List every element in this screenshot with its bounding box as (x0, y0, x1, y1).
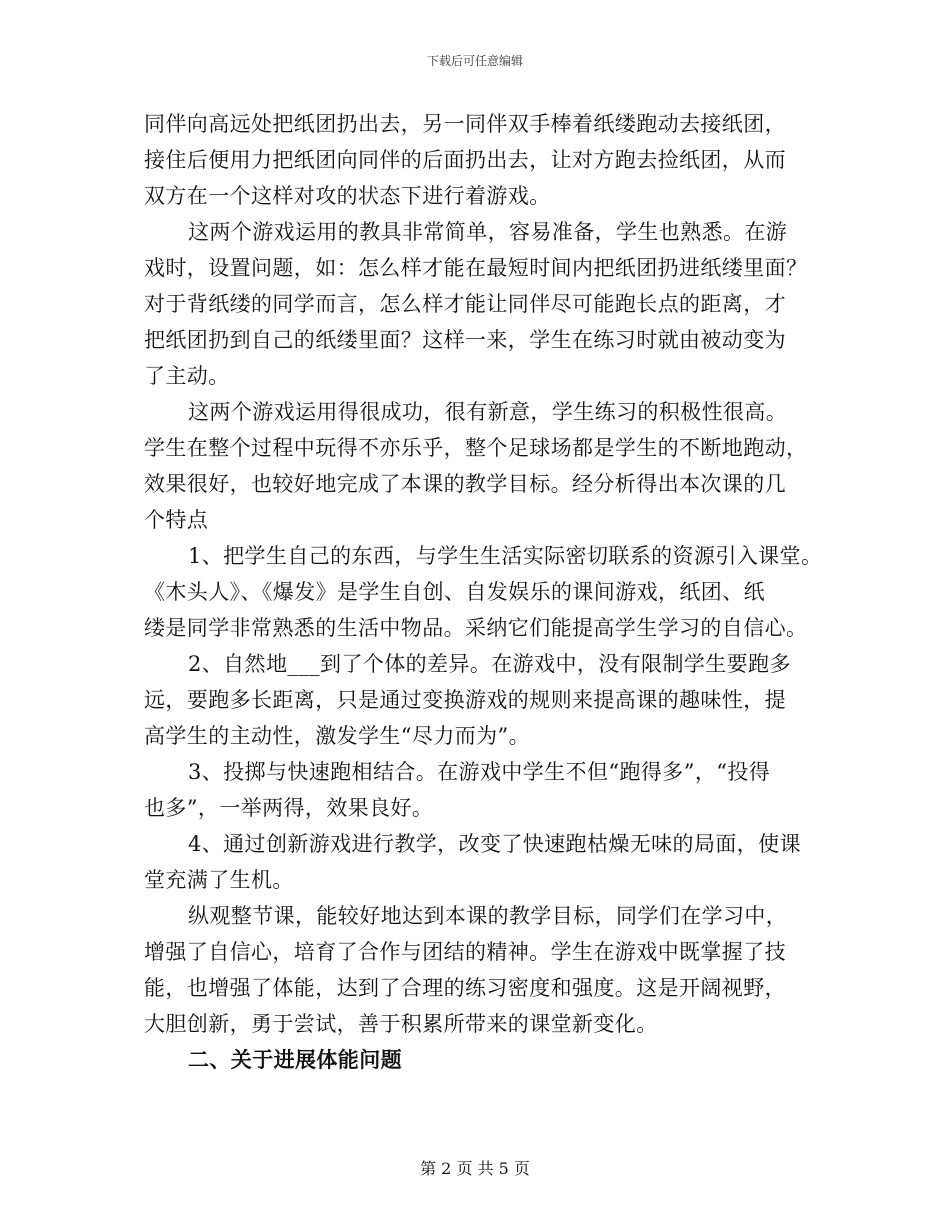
paragraph-line: 《木头人》、《爆发》是学生自创、自发娱乐的课间游戏，纸团、纸 (144, 580, 765, 604)
page-header: 下载后可任意编辑 (426, 54, 523, 68)
paragraph-line: 这两个游戏运用的教具非常简单，容易准备，学生也熟悉。在游 (188, 220, 788, 244)
paragraph-line: 同伴向高远处把纸团扔出去，另一同伴双手棒着纸缕跑动去接纸团， (144, 112, 786, 136)
paragraph-line: 对于背纸缕的同学而言，怎么样才能让同伴尽可能跑长点的距离，才 (144, 292, 786, 316)
paragraph-line: 这两个游戏运用得很成功，很有新意，学生练习的积极性很高。 (188, 400, 788, 424)
paragraph-line: 能，也增强了体能，达到了合理的练习密度和强度。这是开阔视野， (144, 976, 786, 1000)
paragraph-line: 把纸团扔到自己的纸缕里面？这样一来，学生在练习时就由被动变为 (144, 328, 786, 352)
paragraph-line: 高学生的主动性，激发学生“尽力而为”。 (144, 724, 531, 748)
paragraph-line: 也多”，一举两得，效果良好。 (144, 796, 434, 820)
paragraph-line: 了主动。 (144, 364, 230, 388)
paragraph-line: 大胆创新，勇于尝试，善于积累所带来的课堂新变化。 (144, 1012, 658, 1036)
list-item-line: 1、把学生自己的东西，与学生生活实际密切联系的资源引入课堂。 (188, 544, 823, 568)
paragraph-line: 缕是同学非常熟悉的生活中物品。采纳它们能提高学生学习的自信心。 (144, 616, 808, 640)
paragraph-line: 接住后便用力把纸团向同伴的后面扔出去，让对方跑去捡纸团，从而 (144, 148, 786, 172)
list-item-line: 2、自然地___到了个体的差异。在游戏中，没有限制学生要跑多 (188, 652, 791, 676)
paragraph-line: 远，要跑多长距离，只是通过变换游戏的规则来提高课的趣味性，提 (144, 688, 786, 712)
section-heading: 二、关于进展体能问题 (188, 1048, 402, 1072)
page-footer: 第 2 页 共 5 页 (420, 1159, 530, 1178)
list-item-line: 3、投掷与快速跑相结合。在游戏中学生不但“跑得多”，“投得 (188, 760, 771, 784)
paragraph-line: 戏时，设置问题，如：怎么样才能在最短时间内把纸团扔进纸缕里面？ (144, 256, 808, 280)
paragraph-line: 双方在一个这样对攻的状态下进行着游戏。 (144, 184, 551, 208)
paragraph-line: 个特点 (144, 508, 209, 532)
list-item-line: 4、通过创新游戏进行教学，改变了快速跑枯燥无味的局面，使课 (188, 832, 801, 856)
paragraph-line: 纵观整节课，能较好地达到本课的教学目标，同学们在学习中， (188, 904, 788, 928)
paragraph-line: 堂充满了生机。 (144, 868, 294, 892)
paragraph-line: 增强了自信心，培育了合作与团结的精神。学生在游戏中既掌握了技 (144, 940, 786, 964)
paragraph-line: 学生在整个过程中玩得不亦乐乎，整个足球场都是学生的不断地跑动， (144, 436, 808, 460)
paragraph-line: 效果很好，也较好地完成了本课的教学目标。经分析得出本次课的几 (144, 472, 786, 496)
